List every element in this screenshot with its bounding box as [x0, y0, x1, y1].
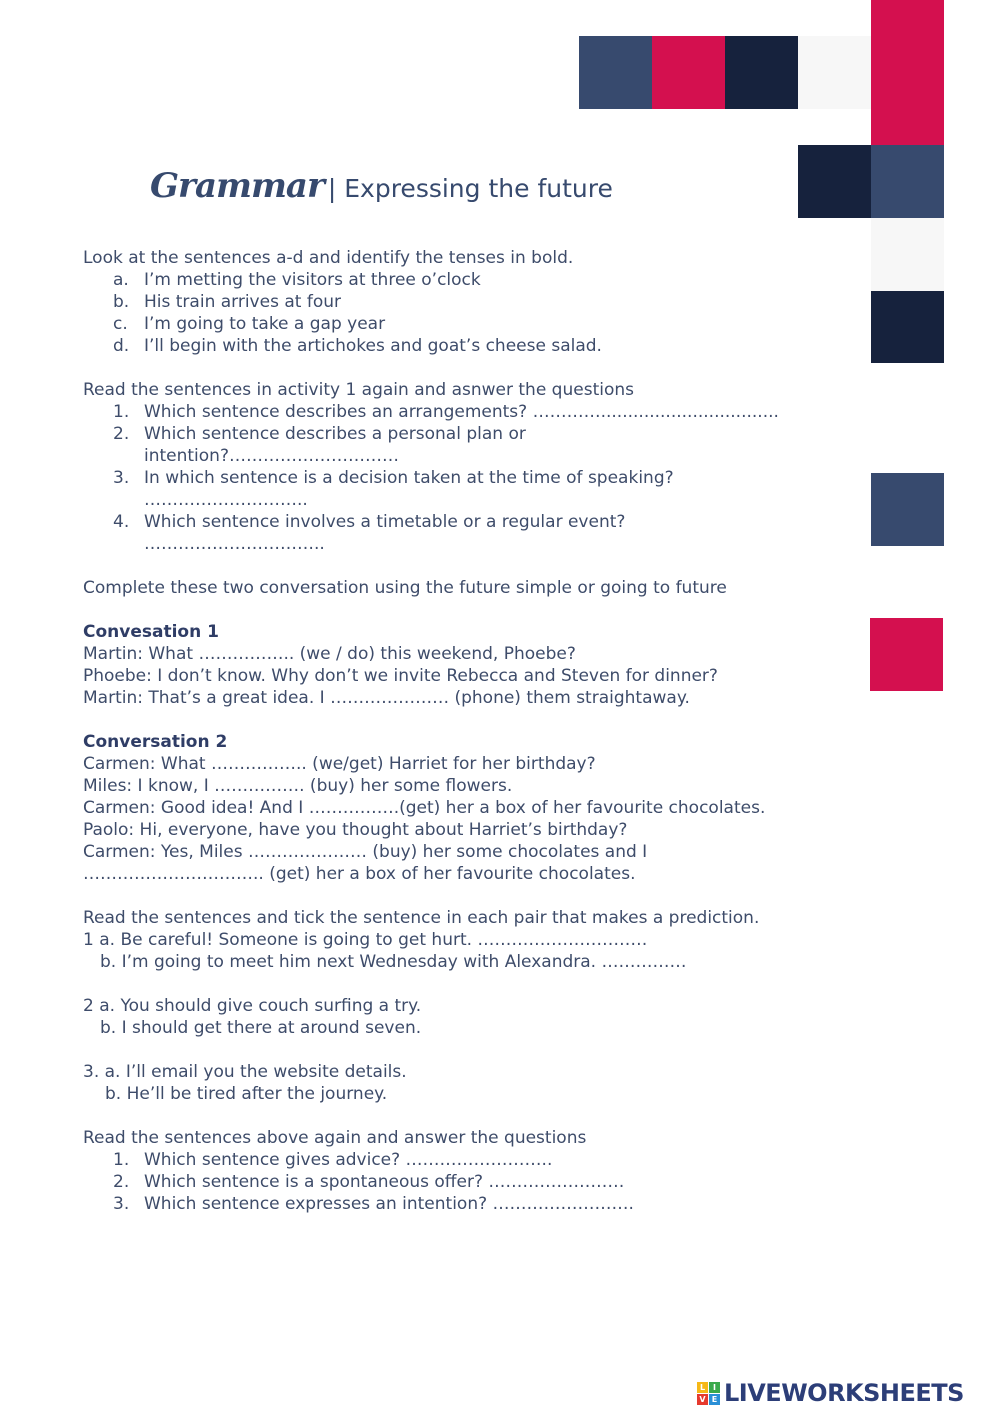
- ex5-item: [83, 1149, 853, 1171]
- pair-1a: 1 a. Be careful! Someone is going to get hurt. …………………………: [83, 930, 648, 950]
- pair-1b: b. I’m going to meet him next Wednesday with Alexandra. ……………: [100, 952, 687, 972]
- ex1-item-text: His train arrives at four: [144, 292, 341, 312]
- ex1-item: [83, 313, 853, 335]
- list-marker: 1.: [113, 402, 130, 422]
- list-marker: b.: [113, 292, 130, 312]
- logo-mark-l: L: [697, 1382, 708, 1393]
- ex2-item: [83, 423, 853, 467]
- decor-square-crimson-2: [870, 618, 943, 691]
- decor-square-white-1: [798, 36, 871, 109]
- ex1-item: [83, 269, 853, 291]
- decor-square-dark-3: [871, 291, 944, 363]
- list-marker: 2.: [113, 424, 130, 444]
- page-title: [150, 166, 613, 206]
- decor-bar-crimson: [871, 0, 944, 145]
- ex5-item: [83, 1193, 853, 1215]
- liveworksheets-logo: [697, 1376, 964, 1410]
- ex5-list: [83, 1149, 853, 1215]
- list-marker: 3.: [113, 1194, 130, 1214]
- ex2-instruction: Read the sentences in activity 1 again and asnwer the questions: [83, 380, 634, 400]
- ex2-item-text: Which sentence involves a timetable or a regular event?: [144, 512, 626, 532]
- ex5-item: [83, 1171, 853, 1193]
- ex1-item: [83, 291, 853, 313]
- worksheet-content: [83, 247, 853, 1215]
- ex2-item: [83, 511, 853, 555]
- logo-wordmark: LIVEWORKSHEETS: [724, 1379, 964, 1407]
- answer-blank[interactable]: ………………………..: [144, 490, 308, 510]
- list-marker: a.: [113, 270, 129, 290]
- ex2-list: [83, 401, 853, 555]
- ex5-instruction: Read the sentences above again and answer the questions: [83, 1128, 587, 1148]
- ex1-item-text: I’m going to take a gap year: [144, 314, 386, 334]
- list-marker: d.: [113, 336, 130, 356]
- ex5-item-text: Which sentence expresses an intention? …………………….: [144, 1194, 634, 1214]
- pair-2b: b. I should get there at around seven.: [100, 1018, 422, 1038]
- answer-blank[interactable]: intention?…………………………: [144, 446, 399, 466]
- answer-blank[interactable]: …………………………..: [144, 534, 325, 554]
- logo-mark-icon: [697, 1382, 720, 1405]
- conversation-line: Carmen: Yes, Miles ………………… (buy) her some chocolates and I: [83, 842, 648, 862]
- title-text: | Expressing the future: [327, 174, 613, 203]
- ex2-item-text: Which sentence describes an arrangements? ………….................................: [144, 402, 779, 422]
- conversation-line: Miles: I know, I ……………. (buy) her some flowers.: [83, 776, 513, 796]
- conversation-2-heading: Conversation 2: [83, 732, 228, 752]
- ex5-item-text: Which sentence is a spontaneous offer? ……………………: [144, 1172, 625, 1192]
- ex3-instruction: Complete these two conversation using the future simple or going to future: [83, 578, 727, 598]
- decor-square-white-2: [871, 218, 944, 291]
- pair-2a: 2 a. You should give couch surfing a try.: [83, 996, 422, 1016]
- ex4-instruction: Read the sentences and tick the sentence in each pair that makes a prediction.: [83, 908, 760, 928]
- ex5-item-text: Which sentence gives advice? ……………………..: [144, 1150, 553, 1170]
- ex2-item-text: Which sentence describes a personal plan or: [144, 424, 526, 444]
- pair-3b: b. He’ll be tired after the journey.: [105, 1084, 388, 1104]
- ex1-list: [83, 269, 853, 357]
- pair-3a: 3. a. I’ll email you the website details.: [83, 1062, 407, 1082]
- logo-mark-v: V: [697, 1394, 708, 1405]
- ex1-instruction: Look at the sentences a-d and identify the tenses in bold.: [83, 248, 574, 268]
- title-script: Grammar: [150, 166, 324, 206]
- ex2-item: [83, 401, 853, 423]
- conversation-line: ………………………….. (get) her a box of her favourite chocolates.: [83, 864, 636, 884]
- conversation-line: Paolo: Hi, everyone, have you thought about Harriet’s birthday?: [83, 820, 628, 840]
- ex1-item: [83, 335, 853, 357]
- ex2-item-text: In which sentence is a decision taken at the time of speaking?: [144, 468, 674, 488]
- decor-square-navy-2: [871, 145, 944, 218]
- ex1-item-text: I’m metting the visitors at three o’clock: [144, 270, 481, 290]
- conversation-line: Martin: That’s a great idea. I ………………… (phone) them straightaway.: [83, 688, 690, 708]
- list-marker: 4.: [113, 512, 130, 532]
- decor-square-dark-2: [798, 145, 871, 218]
- list-marker: 1.: [113, 1150, 130, 1170]
- list-marker: 2.: [113, 1172, 130, 1192]
- decor-square-dark-1: [725, 36, 798, 109]
- decor-square-navy-3: [871, 473, 944, 546]
- decor-square-crimson-1: [652, 36, 725, 109]
- conversation-line: Carmen: Good idea! And I …………….(get) her a box of her favourite chocolates.: [83, 798, 766, 818]
- conversation-line: Carmen: What …………….. (we/get) Harriet for her birthday?: [83, 754, 596, 774]
- conversation-line: Martin: What …………….. (we / do) this weekend, Phoebe?: [83, 644, 576, 664]
- ex2-item: [83, 467, 853, 511]
- conversation-1-heading: Convesation 1: [83, 622, 219, 642]
- decor-square-navy-1: [579, 36, 652, 109]
- conversation-line: Phoebe: I don’t know. Why don’t we invite Rebecca and Steven for dinner?: [83, 666, 718, 686]
- list-marker: 3.: [113, 468, 130, 488]
- list-marker: c.: [113, 314, 128, 334]
- logo-mark-e: E: [709, 1394, 720, 1405]
- ex1-item-text: I’ll begin with the artichokes and goat’s cheese salad.: [144, 336, 602, 356]
- logo-mark-i: I: [709, 1382, 720, 1393]
